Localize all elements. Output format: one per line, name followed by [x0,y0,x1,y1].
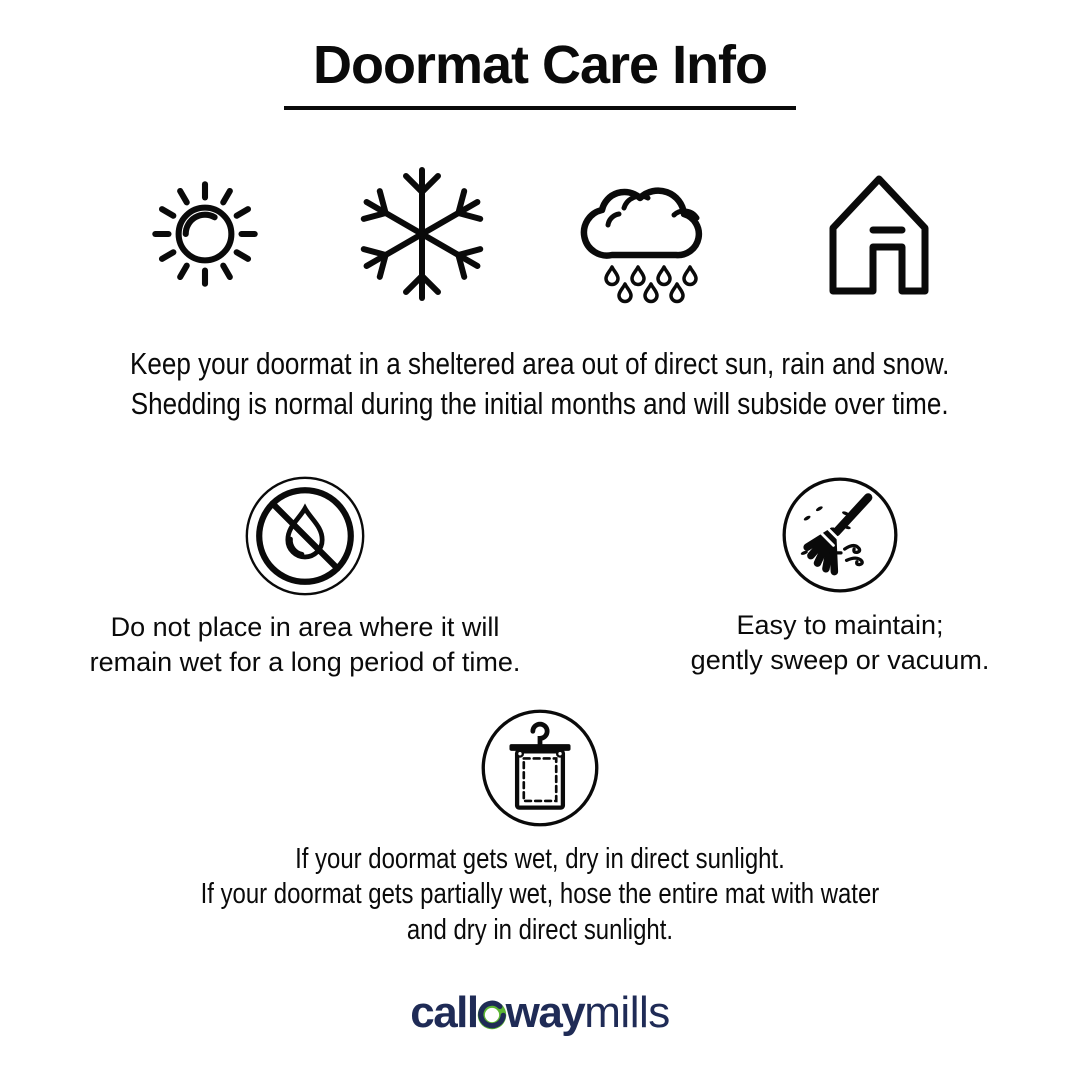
logo-o-icon [477,1000,507,1030]
weather-icons-row [0,148,1080,320]
no-water-icon [243,474,367,598]
page-title: Doormat Care Info [312,35,768,95]
intro-text [0,344,1080,424]
drying-line-2: If your doormat gets partially wet, hose the entire mat with water [200,878,880,911]
drying-text [0,842,1080,948]
snowflake-icon [352,155,492,313]
title-underline [284,106,796,110]
logo-text-call: call [410,988,478,1037]
broom-icon [779,474,901,596]
sweep-caption-line-2: gently sweep or vacuum. [690,645,990,676]
care-item-no-water [40,474,570,680]
sweep-caption-line-1: Easy to maintain; [736,610,944,640]
brand-logo [0,988,1080,1038]
logo-text-way: way [505,988,585,1037]
drying-section [0,706,1080,830]
drying-line-3: and dry in direct sunlight. [406,913,674,946]
sun-icon [134,163,276,305]
drying-line-1: If your doormat gets wet, dry in direct sunlight. [295,843,785,875]
header [0,34,1080,110]
intro-line-2: Shedding is normal during the initial months and will subside over time. [131,385,949,421]
no-water-caption-line-1: Do not place in area where it will [110,612,500,642]
logo-text-mills: mills [584,988,670,1037]
intro-line-1: Keep your doormat in a sheltered area out of direct sun, rain and snow. [130,346,950,381]
no-water-caption-line-2: remain wet for a long period of time. [89,647,521,678]
care-item-sweep [600,474,1080,678]
hanging-mat-icon [478,706,602,830]
house-icon [812,167,946,301]
rain-cloud-icon [568,159,736,309]
